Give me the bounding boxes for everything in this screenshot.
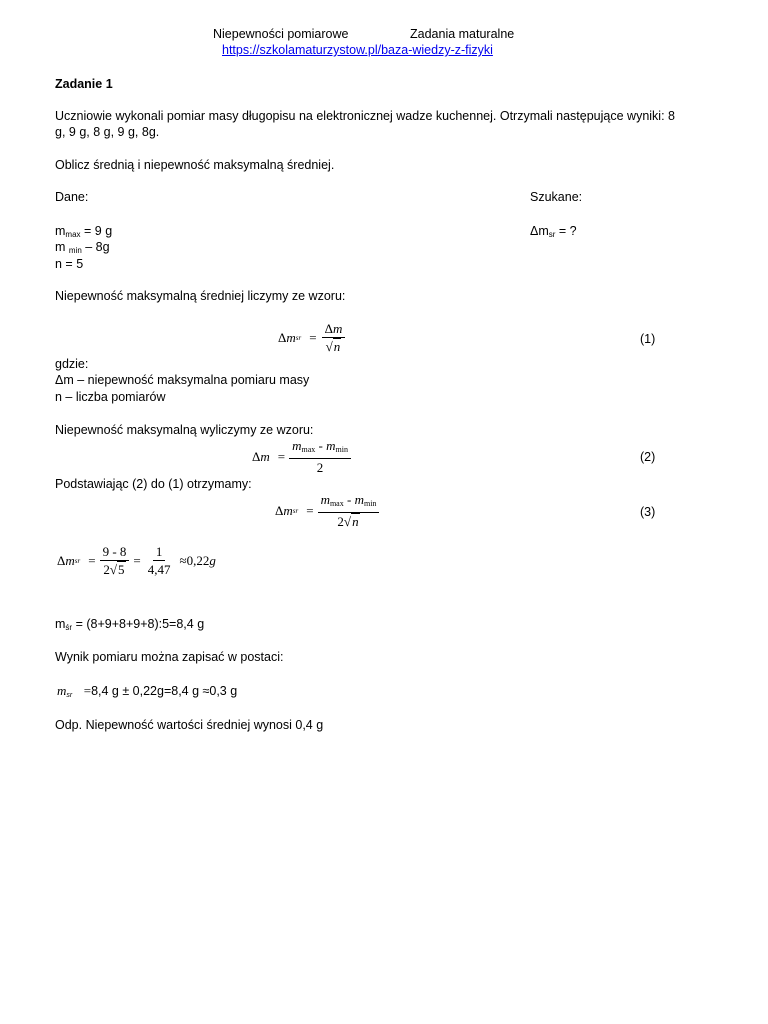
given-m-max-sub: max <box>65 230 81 239</box>
mean-rest: = (8+9+8+9+8):5=8,4 g <box>72 617 205 631</box>
eq1-m: m <box>286 330 296 345</box>
sought-value <box>530 223 577 243</box>
header-series: Zadania maturalne <box>410 27 515 41</box>
formula2-intro: Niepewność maksymalną wyliczymy ze wzoru: <box>55 423 314 437</box>
eq-number-3: (3) <box>640 505 656 519</box>
eq2-num-m2: m <box>326 438 336 453</box>
calculation <box>57 545 216 577</box>
mean-sub: śr <box>65 623 73 632</box>
eq2-fraction <box>289 439 351 475</box>
calc-root: √ <box>109 562 118 577</box>
given-m-min-value: – 8g <box>81 240 110 254</box>
eq1-num-m: m <box>332 321 343 336</box>
given-m-max-value: = 9 g <box>80 224 113 238</box>
result-rest: 8,4 g ± 0,22g=8,4 g ≈0,3 g <box>91 684 238 698</box>
eq1-fraction <box>322 322 346 354</box>
result-line <box>57 683 237 704</box>
eq2-num-max: max <box>301 445 316 454</box>
answer: Odp. Niepewność wartości średniej wynosi 0,4 g <box>55 718 324 732</box>
calc-sub: sr <box>74 557 81 565</box>
eq3-num-min: min <box>363 499 377 508</box>
eq-number-1: (1) <box>640 332 656 346</box>
header-url-link[interactable]: https://szkolamaturzystow.pl/baza-wiedzy-z-fizyki <box>222 43 493 57</box>
mean-line <box>55 616 204 636</box>
eq1-delta: Δ <box>278 330 287 345</box>
sought-sub: sr <box>548 230 556 239</box>
equation-3 <box>275 493 381 529</box>
mean-symbol: m <box>55 617 66 631</box>
eq2-m: m <box>260 449 270 464</box>
calc-num-1: 9 - 8 <box>100 545 130 561</box>
calc-den-2: 4,47 <box>147 562 171 577</box>
eq3-num-max: max <box>329 499 344 508</box>
task-intro: Uczniowie wykonali pomiar masy długopisu na elektronicznej wadze kuchennej. Otrzymali następujące wyniki: 8 g, 9 g, 8 g, 9 g, 8g. <box>55 109 675 139</box>
eq3-den-two: 2 <box>337 514 344 529</box>
eq3-num-m1: m <box>320 492 330 507</box>
calc-equals-1: = <box>88 553 96 568</box>
eq3-num-minus: - <box>343 492 355 507</box>
eq3-root: √ <box>343 514 352 529</box>
calc-delta: Δ <box>57 553 66 568</box>
result-equals: = <box>83 683 92 698</box>
calc-fraction-1 <box>100 545 130 577</box>
given-n: n = 5 <box>55 257 84 271</box>
calc-approx: ≈0,22 <box>179 553 210 568</box>
eq3-sub: sr <box>292 507 299 515</box>
calc-num-2: 1 <box>153 545 166 561</box>
eq1-den-n: n <box>333 339 341 354</box>
eq2-num-m1: m <box>292 438 302 453</box>
given-m-max-symbol: m <box>55 224 66 238</box>
eq1-sub: sr <box>295 334 302 342</box>
given-m-min-sub: min <box>68 246 82 255</box>
equation-2 <box>252 439 353 475</box>
eq3-den-n: n <box>352 514 359 529</box>
header-topic: Niepewności pomiarowe <box>213 27 349 41</box>
task-title: Zadanie 1 <box>55 77 113 91</box>
eq3-fraction <box>318 493 380 529</box>
sought-rest: = ? <box>555 224 577 238</box>
eq2-num-minus: - <box>315 438 327 453</box>
equation-1 <box>278 322 347 354</box>
given-m-min-symbol: m <box>55 240 69 254</box>
eq1-num-delta: Δ <box>324 321 333 336</box>
result-m: m <box>57 683 67 698</box>
eq3-num-m2: m <box>354 492 364 507</box>
calc-equals-2: = <box>133 553 141 568</box>
result-sub: sr <box>66 692 73 699</box>
calc-den-coef: 2 <box>103 562 110 577</box>
eq3-equals: = <box>306 503 314 518</box>
sought-label: Szukane: <box>530 190 583 204</box>
where-n: n – liczba pomiarów <box>55 390 166 404</box>
task-question: Oblicz średnią i niepewność maksymalną średniej. <box>55 158 335 172</box>
calc-unit: g <box>209 553 216 568</box>
eq2-den-two: 2 <box>316 460 324 475</box>
eq-number-2: (2) <box>640 450 656 464</box>
eq2-equals: = <box>277 449 286 464</box>
calc-den-rad: 5 <box>118 562 125 577</box>
eq2-delta: Δ <box>252 449 261 464</box>
eq3-delta: Δ <box>275 503 284 518</box>
calc-fraction-2 <box>145 545 174 577</box>
result-intro: Wynik pomiaru można zapisać w postaci: <box>55 650 284 664</box>
eq2-num-min: min <box>335 445 348 454</box>
formula1-intro: Niepewność maksymalną średniej liczymy ze wzoru: <box>55 289 346 303</box>
eq1-equals: = <box>309 330 317 345</box>
eq1-root: √ <box>325 339 333 354</box>
eq3-m: m <box>283 503 293 518</box>
where-label: gdzie: <box>55 357 89 371</box>
given-label: Dane: <box>55 190 89 204</box>
formula3-intro: Podstawiając (2) do (1) otrzymamy: <box>55 477 252 491</box>
where-dm: Δm – niepewność maksymalna pomiaru masy <box>55 373 310 387</box>
sought-symbol: Δm <box>530 224 549 238</box>
calc-m: m <box>65 553 75 568</box>
